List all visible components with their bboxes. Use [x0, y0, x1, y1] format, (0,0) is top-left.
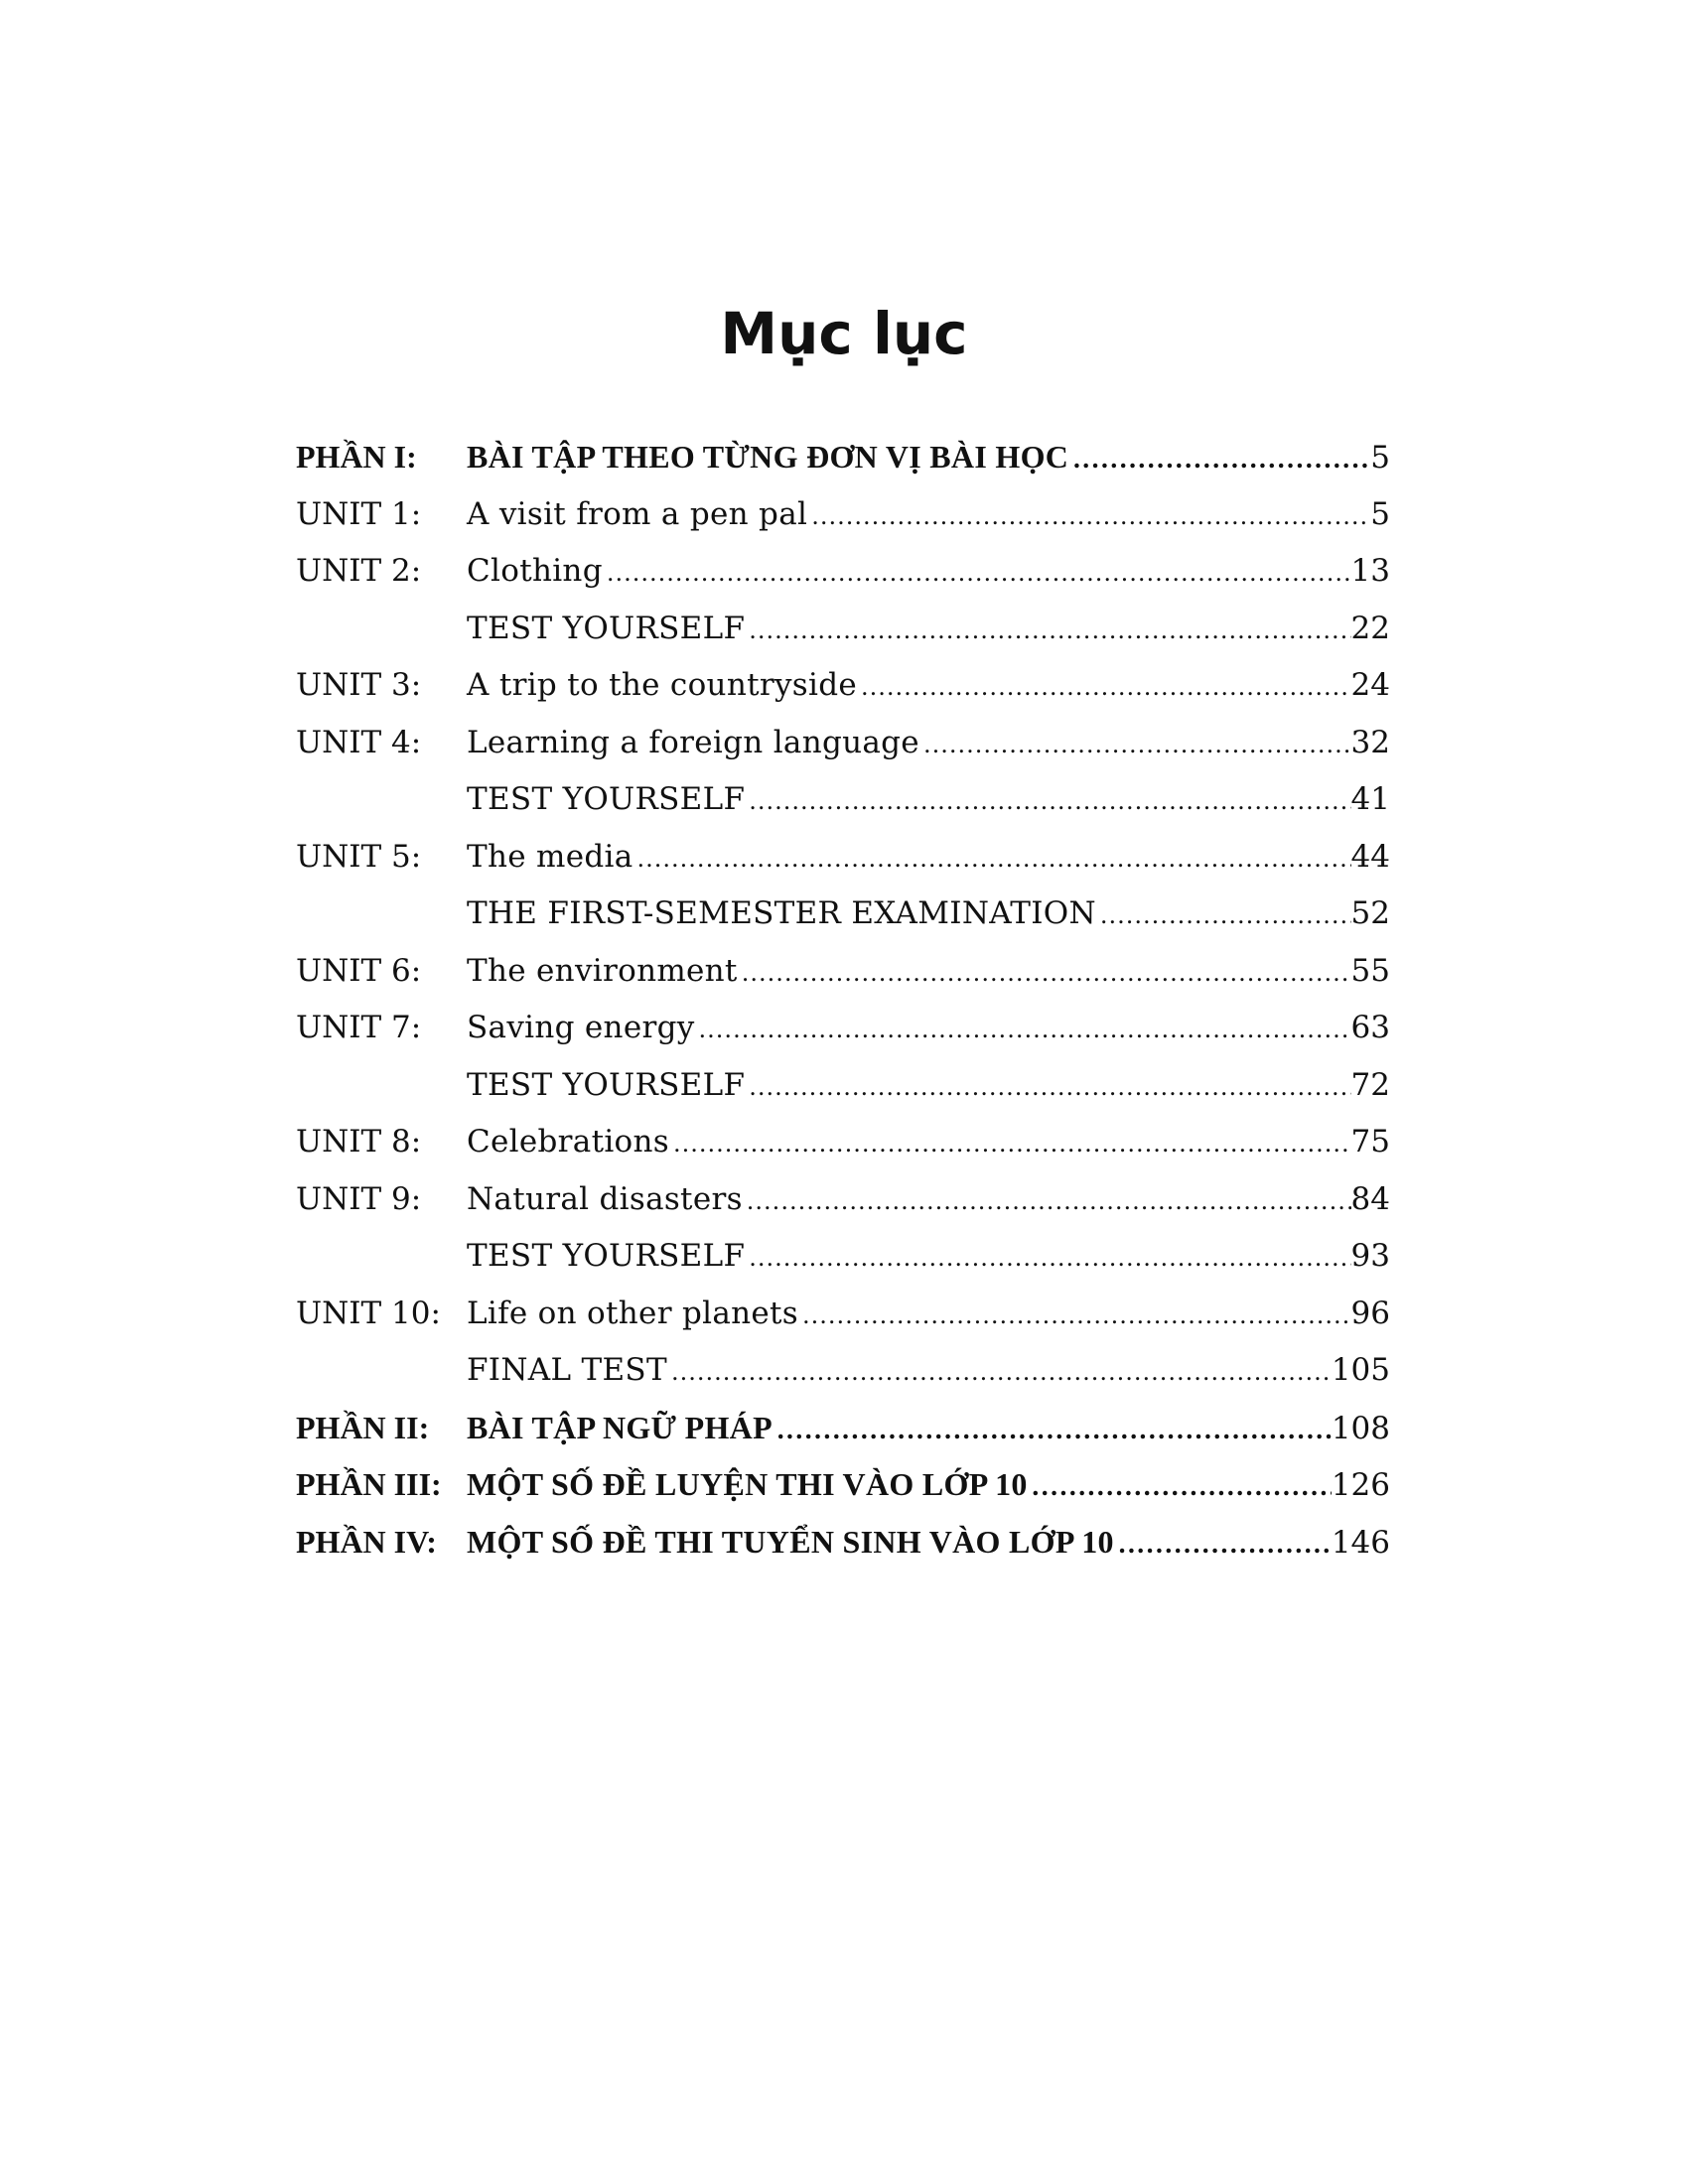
toc-entry-page: 24 [1350, 667, 1390, 703]
toc-entry-unit-6[interactable] [296, 943, 1390, 1001]
toc-entry-page: 52 [1350, 895, 1390, 931]
toc-entry-unit-2[interactable] [296, 543, 1390, 601]
toc-entry-unit-5[interactable] [296, 829, 1390, 887]
toc-entry-title: TEST YOURSELF [467, 1066, 746, 1103]
toc-entry-first-semester-exam[interactable] [296, 886, 1390, 943]
toc-entry-part-4[interactable] [296, 1514, 1390, 1571]
toc-entry-page: 13 [1350, 553, 1390, 589]
dot-leader [1114, 1516, 1332, 1573]
toc-entry-title: TEST YOURSELF [467, 1238, 746, 1274]
toc-entry-test-yourself-4[interactable] [296, 1228, 1390, 1286]
toc-entry-label: UNIT 2: [296, 553, 422, 589]
toc-entry-label: PHẦN II: [296, 1409, 430, 1445]
dot-leader [1096, 887, 1351, 945]
toc-entry-page: 41 [1350, 781, 1390, 817]
dot-leader [745, 1230, 1350, 1288]
toc-entry-page: 126 [1331, 1467, 1390, 1503]
toc-entry-final-test[interactable] [296, 1342, 1390, 1400]
toc-entry-label: PHẦN III: [296, 1466, 442, 1502]
toc-entry-page: 105 [1331, 1352, 1390, 1388]
dot-leader [1068, 431, 1370, 488]
dot-leader [695, 1002, 1351, 1059]
dot-leader [773, 1402, 1332, 1459]
toc-entry-title: Learning a foreign language [467, 724, 919, 760]
toc-entry-unit-1[interactable] [296, 486, 1390, 544]
toc-entry-title: BÀI TẬP NGỮ PHÁP [467, 1409, 773, 1445]
toc-entry-page: 93 [1350, 1238, 1390, 1274]
toc-entry-page: 96 [1350, 1295, 1390, 1331]
toc-entry-page: 72 [1350, 1066, 1390, 1103]
toc-entry-part-2[interactable] [296, 1400, 1390, 1457]
dot-leader [633, 831, 1351, 888]
toc-entry-page: 63 [1350, 1010, 1390, 1045]
toc-entry-label: UNIT 5: [296, 838, 422, 875]
toc-entry-label: UNIT 7: [296, 1010, 422, 1045]
toc-entry-label: UNIT 4: [296, 724, 422, 760]
toc-entry-title: Saving energy [467, 1010, 695, 1045]
toc-entry-unit-4[interactable] [296, 715, 1390, 772]
dot-leader [745, 1059, 1350, 1117]
dot-leader [798, 1288, 1351, 1345]
toc-entry-title: TEST YOURSELF [467, 610, 746, 646]
dot-leader [738, 945, 1351, 1003]
toc-entry-test-yourself-2[interactable] [296, 771, 1390, 829]
toc-entry-unit-8[interactable] [296, 1114, 1390, 1171]
toc-entry-label: UNIT 8: [296, 1124, 422, 1160]
toc-entry-page: 75 [1350, 1124, 1390, 1160]
toc-entry-page: 146 [1331, 1524, 1390, 1561]
toc-entry-unit-3[interactable] [296, 657, 1390, 715]
toc-entry-label: UNIT 3: [296, 667, 422, 703]
toc-entry-title: The environment [467, 952, 738, 989]
table-of-contents [296, 429, 1390, 1570]
toc-entry-title: Life on other planets [467, 1295, 798, 1331]
toc-entry-title: Celebrations [467, 1124, 669, 1160]
toc-entry-title: Natural disasters [467, 1180, 743, 1217]
toc-entry-page: 44 [1350, 838, 1390, 875]
toc-entry-page: 5 [1370, 495, 1390, 532]
toc-entry-title: THE FIRST-SEMESTER EXAMINATION [467, 895, 1096, 931]
toc-entry-part-3[interactable] [296, 1456, 1390, 1514]
toc-entry-label: UNIT 10: [296, 1295, 441, 1331]
toc-entry-page: 5 [1370, 440, 1390, 476]
toc-entry-page: 32 [1350, 724, 1390, 760]
toc-entry-page: 108 [1331, 1410, 1390, 1446]
toc-entry-title: FINAL TEST [467, 1352, 667, 1388]
toc-entry-page: 22 [1350, 610, 1390, 646]
dot-leader [743, 1173, 1351, 1231]
toc-entry-label: UNIT 1: [296, 495, 422, 532]
dot-leader [857, 659, 1351, 717]
toc-entry-label: PHẦN IV: [296, 1523, 437, 1560]
toc-entry-unit-9[interactable] [296, 1171, 1390, 1229]
toc-entry-page: 55 [1350, 952, 1390, 989]
toc-entry-title: MỘT SỐ ĐỀ THI TUYỂN SINH VÀO LỚP 10 [467, 1523, 1114, 1560]
toc-entry-unit-10[interactable] [296, 1286, 1390, 1343]
toc-entry-test-yourself-1[interactable] [296, 601, 1390, 658]
toc-entry-unit-7[interactable] [296, 1000, 1390, 1057]
toc-entry-title: The media [467, 838, 633, 875]
dot-leader [919, 717, 1351, 774]
dot-leader [745, 603, 1350, 660]
toc-entry-part-1[interactable] [296, 429, 1390, 486]
toc-entry-title: MỘT SỐ ĐỀ LUYỆN THI VÀO LỚP 10 [467, 1466, 1028, 1502]
dot-leader [1028, 1458, 1332, 1516]
toc-entry-test-yourself-3[interactable] [296, 1057, 1390, 1115]
toc-entry-label: UNIT 9: [296, 1180, 422, 1217]
dot-leader [745, 773, 1350, 831]
toc-entry-label: PHẦN I: [296, 439, 417, 475]
toc-entry-title: A trip to the countryside [467, 667, 857, 703]
toc-entry-title: Clothing [467, 553, 603, 589]
dot-leader [669, 1116, 1351, 1173]
toc-entry-title: TEST YOURSELF [467, 781, 746, 817]
page-title: Mục lục [720, 300, 968, 367]
dot-leader [667, 1344, 1332, 1402]
toc-entry-title: A visit from a pen pal [467, 495, 808, 532]
toc-entry-page: 84 [1350, 1180, 1390, 1217]
dot-leader [603, 545, 1351, 603]
toc-entry-title: BÀI TẬP THEO TỪNG ĐƠN VỊ BÀI HỌC [467, 439, 1069, 475]
toc-entry-label: UNIT 6: [296, 952, 422, 989]
dot-leader [807, 488, 1370, 546]
